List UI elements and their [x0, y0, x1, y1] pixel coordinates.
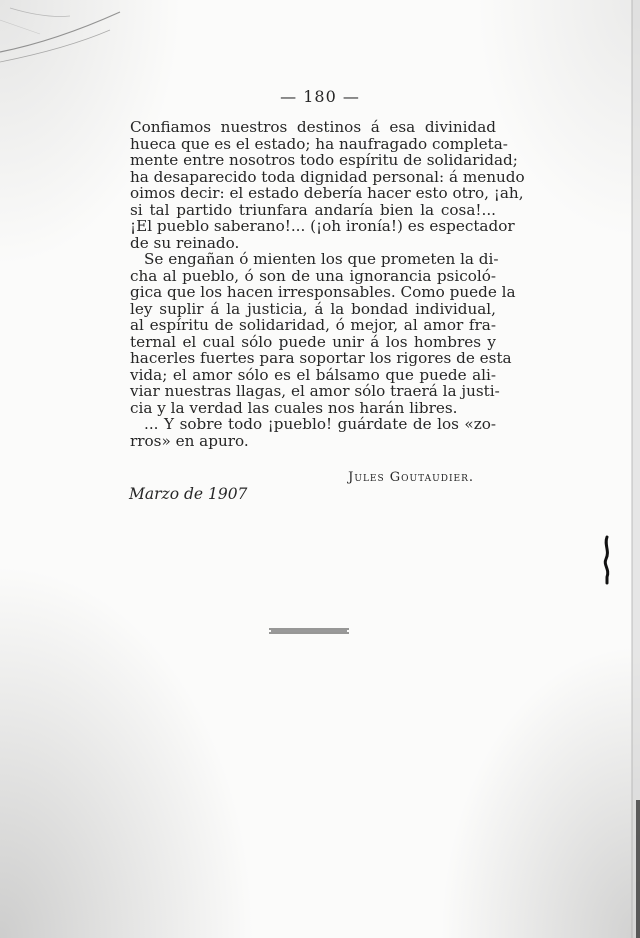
body-text — [130, 118, 525, 450]
text-line: de su reinado. — [130, 233, 240, 252]
text-line: ¡El pueblo saberano!... (¡oh ironía!) es espectador — [130, 217, 515, 235]
text-line: ley suplir á la justicia, á la bondad individual, — [130, 299, 496, 318]
text-line: Confiamos nuestros destinos á esa divinidad — [130, 118, 496, 136]
text-line: cia y la verdad las cuales nos harán libres. — [130, 398, 458, 417]
text-line: hueca que es el estado; ha naufragado completa- — [130, 134, 508, 153]
paragraph-2 — [130, 250, 516, 417]
text-line: mente entre nosotros todo espíritu de solidaridad; — [130, 151, 518, 169]
page-edge-shadow — [610, 0, 640, 938]
paragraph-1 — [130, 118, 525, 252]
text-line: ... Y sobre todo ¡pueblo! guárdate de los «zo- — [144, 415, 496, 433]
text-line: hacerles fuertes para soportar los rigores de esta — [130, 349, 512, 367]
paragraph-3 — [130, 416, 496, 449]
ornamental-rule — [269, 626, 349, 636]
text-line: al espíritu de solidaridad, ó mejor, al amor fra- — [130, 316, 496, 334]
text-line: vida; el amor sólo es el bálsamo que puede ali- — [130, 365, 496, 384]
page-number: — 180 — — [280, 87, 360, 106]
text-line: oimos decir: el estado debería hacer esto otro, ¡ah, — [130, 184, 524, 202]
text-line: viar nuestras llagas, el amor sólo traerá la justi- — [130, 382, 500, 400]
text-line: rros» en apuro. — [130, 431, 249, 450]
text-line: cha al pueblo, ó son de una ignorancia psicoló- — [130, 266, 496, 285]
text-line: gica que los hacen irresponsables. Como puede la — [130, 283, 516, 301]
dateline: Marzo de 1907 — [129, 485, 248, 503]
author-name: Jules Goutaudier. — [348, 470, 474, 485]
text-line: Se engañan ó mienten los que prometen la di- — [144, 250, 499, 268]
text-line: ternal el cual sólo puede unir á los hombres y — [130, 332, 496, 351]
margin-ink-mark — [600, 535, 614, 585]
text-line: ha desaparecido toda dignidad personal: á menudo — [130, 167, 525, 186]
text-line: si tal partido triunfara andaría bien la cosa!... — [130, 200, 496, 219]
author-signature — [0, 470, 474, 485]
scan-scuff-marks — [0, 0, 160, 90]
